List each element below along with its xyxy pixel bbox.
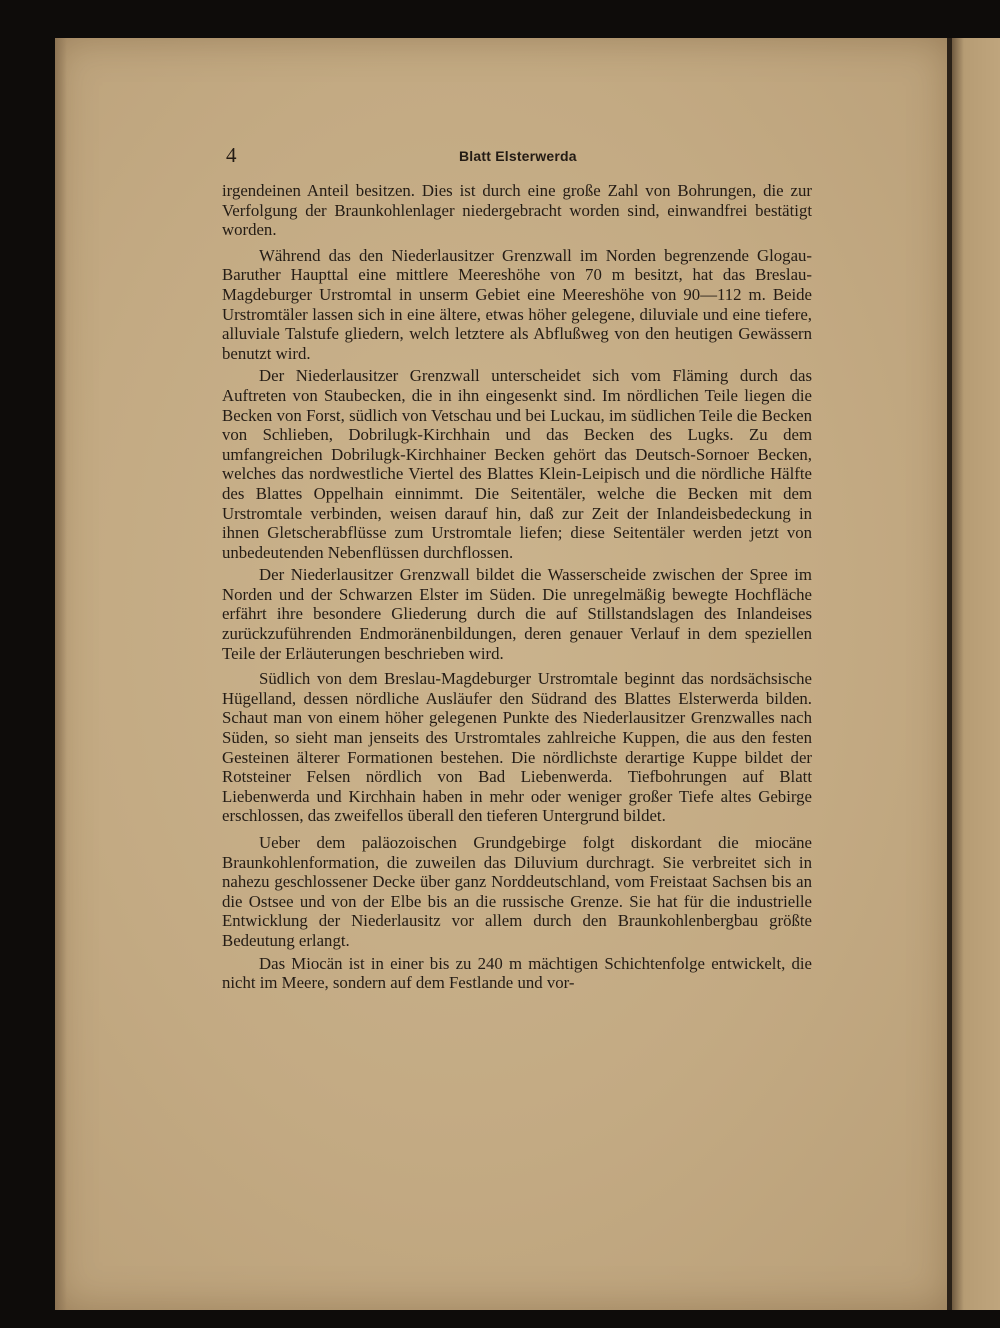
running-head-title: Blatt Elsterwerda [459, 148, 577, 164]
paragraph: Während das den Niederlausitzer Grenzwall im Norden begrenzende Glogau-Baruther Haupttal eine mittlere Meereshöhe von 70 m besitzt, hat das Breslau-Magdeburger Urstromtal in unserm Gebiet eine Meereshöhe von 90—112 m. Beide Urstromtäler lassen sich in eine ältere, etwas höher gelegene, diluviale und eine tiefere, alluviale Talstufe gliedern, welch letztere als Abflußweg von den heutigen Gewässern benutzt wird. [222, 245, 812, 363]
paragraph: Ueber dem paläozoischen Grundgebirge folgt diskordant die miocäne Braunkohlenformation, die zuweilen das Diluvium durchragt. Sie verbreitet sich in nahezu geschlossener Decke über ganz Norddeutschland, vom Freistaat Sachsen bis an die Ostsee und von der Elbe bis an die russische Grenze. Sie hat für die industrielle Entwicklung der Niederlausitz vor allem durch den Braunkohlenbergbau größte Bedeutung erlangt. [222, 833, 812, 950]
page-number: 4 [226, 143, 237, 167]
body-text [222, 181, 812, 993]
paragraph: Südlich von dem Breslau-Magdeburger Urstromtale beginnt das nordsächsische Hügelland, dessen nördliche Ausläufer den Südrand des Blattes Elsterwerda bilden. Schaut man von einem höher gelegenen Punkte des Niederlausitzer Grenzwalles nach Süden, so sieht man jenseits des Urstromtales zahlreiche Kuppen, die aus den festen Gesteinen älterer Formationen bestehen. Die nördlichste derartige Kuppe bildet der Rotsteiner Felsen nördlich von Bad Liebenwerda. Tiefbohrungen auf Blatt Liebenwerda und Kirchhain haben in mehr oder weniger großer Tiefe altes Gebirge erschlossen, das zweifellos überall den tieferen Untergrund bildet. [222, 669, 812, 826]
paragraph: Das Miocän ist in einer bis zu 240 m mächtigen Schichtenfolge entwickelt, die nicht im Meere, sondern auf dem Festlande und vor- [222, 953, 812, 993]
paragraph: Der Niederlausitzer Grenzwall bildet die Wasserscheide zwischen der Spree im Norden und der Schwarzen Elster im Süden. Die unregelmäßig bewegte Hochfläche erfährt ihre besondere Gliederung durch die auf Stillstandslagen des Inlandeises zurückzuführenden Endmoränenbildungen, deren genauer Verlauf in dem speziellen Teile der Erläuterungen beschrieben wird. [222, 565, 812, 663]
paragraph: irgendeinen Anteil besitzen. Dies ist durch eine große Zahl von Bohrungen, die zur Verfolgung der Braunkohlenlager niedergebracht worden sind, einwandfrei bestätigt worden. [222, 181, 812, 240]
page-edge-shadow [55, 38, 67, 1310]
adjacent-page-edge [952, 38, 1000, 1310]
paragraph: Der Niederlausitzer Grenzwall unterscheidet sich vom Fläming durch das Auftreten von Staubecken, die in ihn eingesenkt sind. Im nördlichen Teile liegen die Becken von Forst, südlich von Vetschau und bei Luckau, im südlichen Teile die Becken von Schlieben, Dobrilugk-Kirchhain und das Becken des Lugks. Zu dem umfangreichen Dobrilugk-Kirchhainer Becken gehört das Deutsch-Sornoer Becken, welches das nordwestliche Viertel des Blattes Klein-Leipisch und die nördliche Hälfte des Blattes Oppelhain einnimmt. Die Seitentäler, welche die Becken mit dem Urstromtale verbinden, weisen darauf hin, daß zur Zeit der Inlandeisbedeckung in ihnen Gletscherabflüsse zum Urstromtale liefen; diese Seitentäler werden jetzt von unbedeutenden Nebenflüssen durchflossen. [222, 366, 812, 562]
page-header [226, 143, 812, 169]
